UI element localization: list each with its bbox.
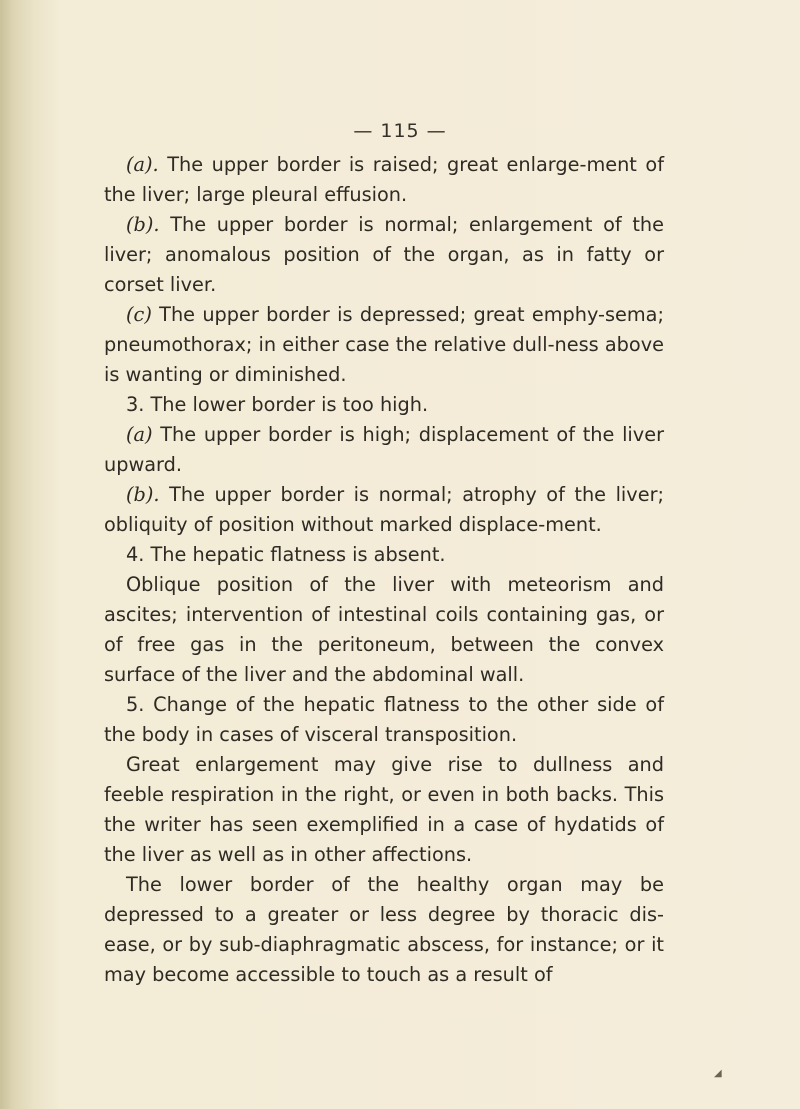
paragraph-3-b xyxy=(104,480,664,540)
paragraph-text: 5. Change of the hepatic flatness to the other side of the body in cases of visceral transposition. xyxy=(104,693,664,746)
paragraph-2b-c xyxy=(104,300,664,390)
paragraph-3-a xyxy=(104,420,664,480)
paragraph-text: The upper border is depressed; great emphy-sema; pneumothorax; in either case the relative dull-ness above is wanting or diminished. xyxy=(104,303,664,386)
subitem-marker: (b). xyxy=(126,483,160,506)
page-number: — 115 — xyxy=(353,120,447,142)
paragraph-text: 3. The lower border is too high. xyxy=(126,393,429,416)
paragraph-2b-b xyxy=(104,210,664,300)
paragraph-enlargement xyxy=(104,750,664,870)
paragraph-5 xyxy=(104,690,664,750)
paragraph-text: The lower border of the healthy organ may be depressed to a greater or less degree by thoracic dis-ease, or by sub-diaphragmatic abscess, for instance; or it may become accessible to touch as a result of xyxy=(104,873,664,986)
paragraph-text: The upper border is high; displacement of the liver upward. xyxy=(104,423,664,476)
paragraph-text: The upper border is normal; atrophy of the liver; obliquity of position without marked displace-ment. xyxy=(104,483,664,536)
paragraph-lower-border xyxy=(104,870,664,990)
subitem-marker: (c) xyxy=(126,303,152,326)
paragraph-3 xyxy=(104,390,664,420)
subitem-marker: (a) xyxy=(126,423,153,446)
paragraph-4-detail xyxy=(104,570,664,690)
paragraph-text: The upper border is normal; enlargement of the liver; anomalous position of the organ, as in fatty or corset liver. xyxy=(104,213,664,296)
body-text xyxy=(104,150,664,990)
paragraph-text: The upper border is raised; great enlarge-ment of the liver; large pleural effusion. xyxy=(104,153,664,206)
subitem-marker: (a). xyxy=(126,153,159,176)
paragraph-4 xyxy=(104,540,664,570)
paragraph-text: Oblique position of the liver with meteorism and ascites; intervention of intestinal coils containing gas, or of free gas in the peritoneum, between the convex surface of the liver and the abdominal wall. xyxy=(104,573,664,686)
scan-speck: ◢ xyxy=(714,1068,722,1079)
paragraph-text: 4. The hepatic flatness is absent. xyxy=(126,543,446,566)
paragraph-text: Great enlargement may give rise to dullness and feeble respiration in the right, or even in both backs. This the writer has seen exemplified in a case of hydatids of the liver as well as in other affections. xyxy=(104,753,664,866)
subitem-marker: (b). xyxy=(126,213,160,236)
paragraph-2b-a xyxy=(104,150,664,210)
